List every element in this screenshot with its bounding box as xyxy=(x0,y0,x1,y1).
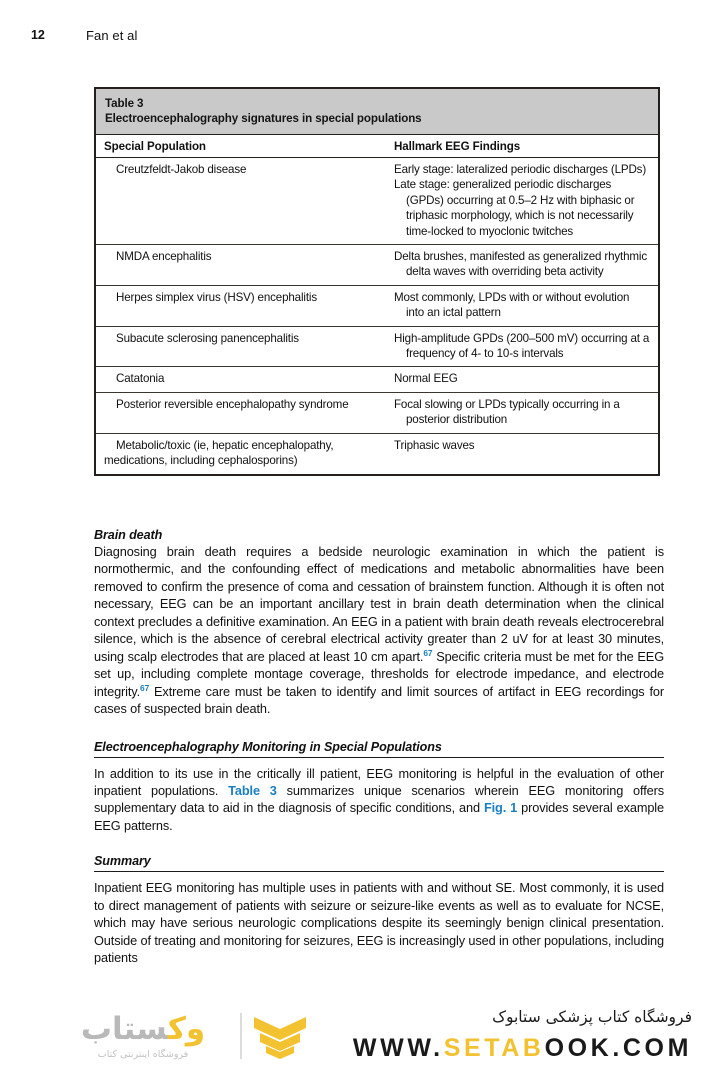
reference-marker-67a[interactable]: 67 xyxy=(423,647,433,658)
logo-wordmark-prefix: ستاب xyxy=(80,1011,168,1047)
running-head xyxy=(0,28,720,50)
table-row xyxy=(96,326,658,367)
table-header-row xyxy=(96,135,658,158)
cell-population: Herpes simplex virus (HSV) encephalitis xyxy=(96,285,386,326)
paragraph-brain-death xyxy=(94,543,664,718)
running-head-authors: Fan et al xyxy=(86,28,138,43)
monitoring-text-part1: In addition to its use in the critically ill patient, EEG monitoring is helpful in the evaluation of other inpatient populations. xyxy=(94,765,664,798)
column-header-findings: Hallmark EEG Findings xyxy=(386,135,658,158)
table-row xyxy=(96,285,658,326)
cell-population: Posterior reversible encephalopathy syndrome xyxy=(96,392,386,433)
cell-findings: Normal EEG xyxy=(386,367,658,392)
url-b: B xyxy=(522,1034,545,1062)
logo-wordmark-highlight: وک xyxy=(167,1011,206,1047)
cell-findings: High-amplitude GPDs (200–500 mV) occurring at a frequency of 4- to 10-s intervals xyxy=(386,326,658,367)
section-spacer xyxy=(94,834,664,854)
brain-death-text-part3: Extreme care must be taken to identify and limit sources of artifact in EEG recordings for cases of suspected brain death. xyxy=(94,683,664,717)
brand-text-block xyxy=(262,1005,692,1063)
cell-population: Creutzfeldt-Jakob disease xyxy=(96,158,386,245)
cell-findings: Focal slowing or LPDs typically occurring in a posterior distribution xyxy=(386,392,658,433)
brand-website-url[interactable] xyxy=(262,1034,692,1063)
table-3 xyxy=(94,87,660,476)
cell-population: NMDA encephalitis xyxy=(96,245,386,286)
paragraph-monitoring xyxy=(94,765,664,835)
table-caption xyxy=(96,89,658,135)
cell-findings: Most commonly, LPDs with or without evolution into an ictal pattern xyxy=(386,285,658,326)
cell-findings: Delta brushes, manifested as generalized rhythmic delta waves with overriding beta activity xyxy=(386,245,658,286)
heading-monitoring-special-populations: Electroencephalography Monitoring in Special Populations xyxy=(94,740,664,758)
heading-brain-death: Brain death xyxy=(94,528,163,542)
url-seta: SETA xyxy=(443,1034,523,1062)
cell-population: Subacute sclerosing panencephalitis xyxy=(96,326,386,367)
cell-population: Catatonia xyxy=(96,367,386,392)
table-row xyxy=(96,158,658,245)
brand-tagline-persian: فروشگاه کتاب پزشکی ستابوک xyxy=(492,1008,692,1026)
logo-divider xyxy=(240,1013,242,1059)
cell-findings: Triphasic waves xyxy=(394,438,475,452)
table-row xyxy=(96,367,658,392)
paragraph-summary: Inpatient EEG monitoring has multiple uses in patients with and without SE. Most commonly, it is used to direct management of patients with seizure or seizure-like events as well as to evaluate for NCSE, which may have serious neurologic complications despite its seemingly benign clinical presentation. Outside of treating and monitoring for seizures, EEG is increasingly used in other populations, including patients xyxy=(94,880,664,966)
table-row xyxy=(96,433,658,473)
setabook-logo[interactable] xyxy=(52,1007,282,1069)
xref-figure-1[interactable]: Fig. 1 xyxy=(483,800,518,816)
footer-watermark-banner xyxy=(0,992,720,1080)
xref-table-3[interactable]: Table 3 xyxy=(228,782,277,798)
cell-population: Metabolic/toxic (ie, hepatic encephalopathy, medications, including cephalosporins) xyxy=(104,438,334,468)
monitoring-text-part3: provides several example EEG patterns. xyxy=(94,800,664,833)
cell-findings: Early stage: lateralized periodic discharges (LPDs) Late stage: generalized periodic discharges (GPDs) occurring at 0.5–2 Hz with biphasic or triphasic morphology, which is not necessarily time-locked to myoclonic twitches xyxy=(386,158,658,245)
brain-death-text-part1: Diagnosing brain death requires a bedside neurologic examination in which the patient is normothermic, and the confounding effect of medications and metabolic abnormalities have been removed to confirm the presence of coma and cessation of brainstem function. Although it is often not necessary, EEG can be an important ancillary test in brain death determination when the clinical context precludes a definitive examination. An EEG in a patient with brain death reveals electrocerebral silence, which is the absence of cerebral electrical activity greater than 2 uV for at least 30 minutes, using scalp electrodes that are placed at least 10 cm apart. xyxy=(94,544,664,664)
table-caption-title: Electroencephalography signatures in special populations xyxy=(105,112,422,125)
brain-death-text-part2: Specific criteria must be met for the EEG set up, including complete montage coverage, thresholds for electrode impedance, and electrode integrity. xyxy=(94,648,664,699)
monitoring-text-part2: summarizes unique scenarios wherein EEG monitoring offers supplementary data to aid in the diagnosis of specific conditions, and xyxy=(94,782,664,816)
reference-marker-67b[interactable]: 67 xyxy=(140,682,150,693)
table-caption-label: Table 3 xyxy=(105,97,144,110)
logo-wordmark xyxy=(52,1009,234,1049)
logo-subtitle: فروشگاه اینترنتی کتاب xyxy=(97,1049,189,1060)
page-number: 12 xyxy=(31,28,45,42)
url-suffix: OOK.COM xyxy=(544,1034,692,1062)
column-header-population: Special Population xyxy=(96,135,386,158)
table-row xyxy=(96,392,658,433)
section-spacer xyxy=(94,718,664,740)
url-prefix: WWW. xyxy=(352,1034,444,1062)
heading-summary: Summary xyxy=(94,854,664,872)
table-3-grid xyxy=(96,135,658,474)
article-body xyxy=(94,528,664,967)
table-row xyxy=(96,245,658,286)
